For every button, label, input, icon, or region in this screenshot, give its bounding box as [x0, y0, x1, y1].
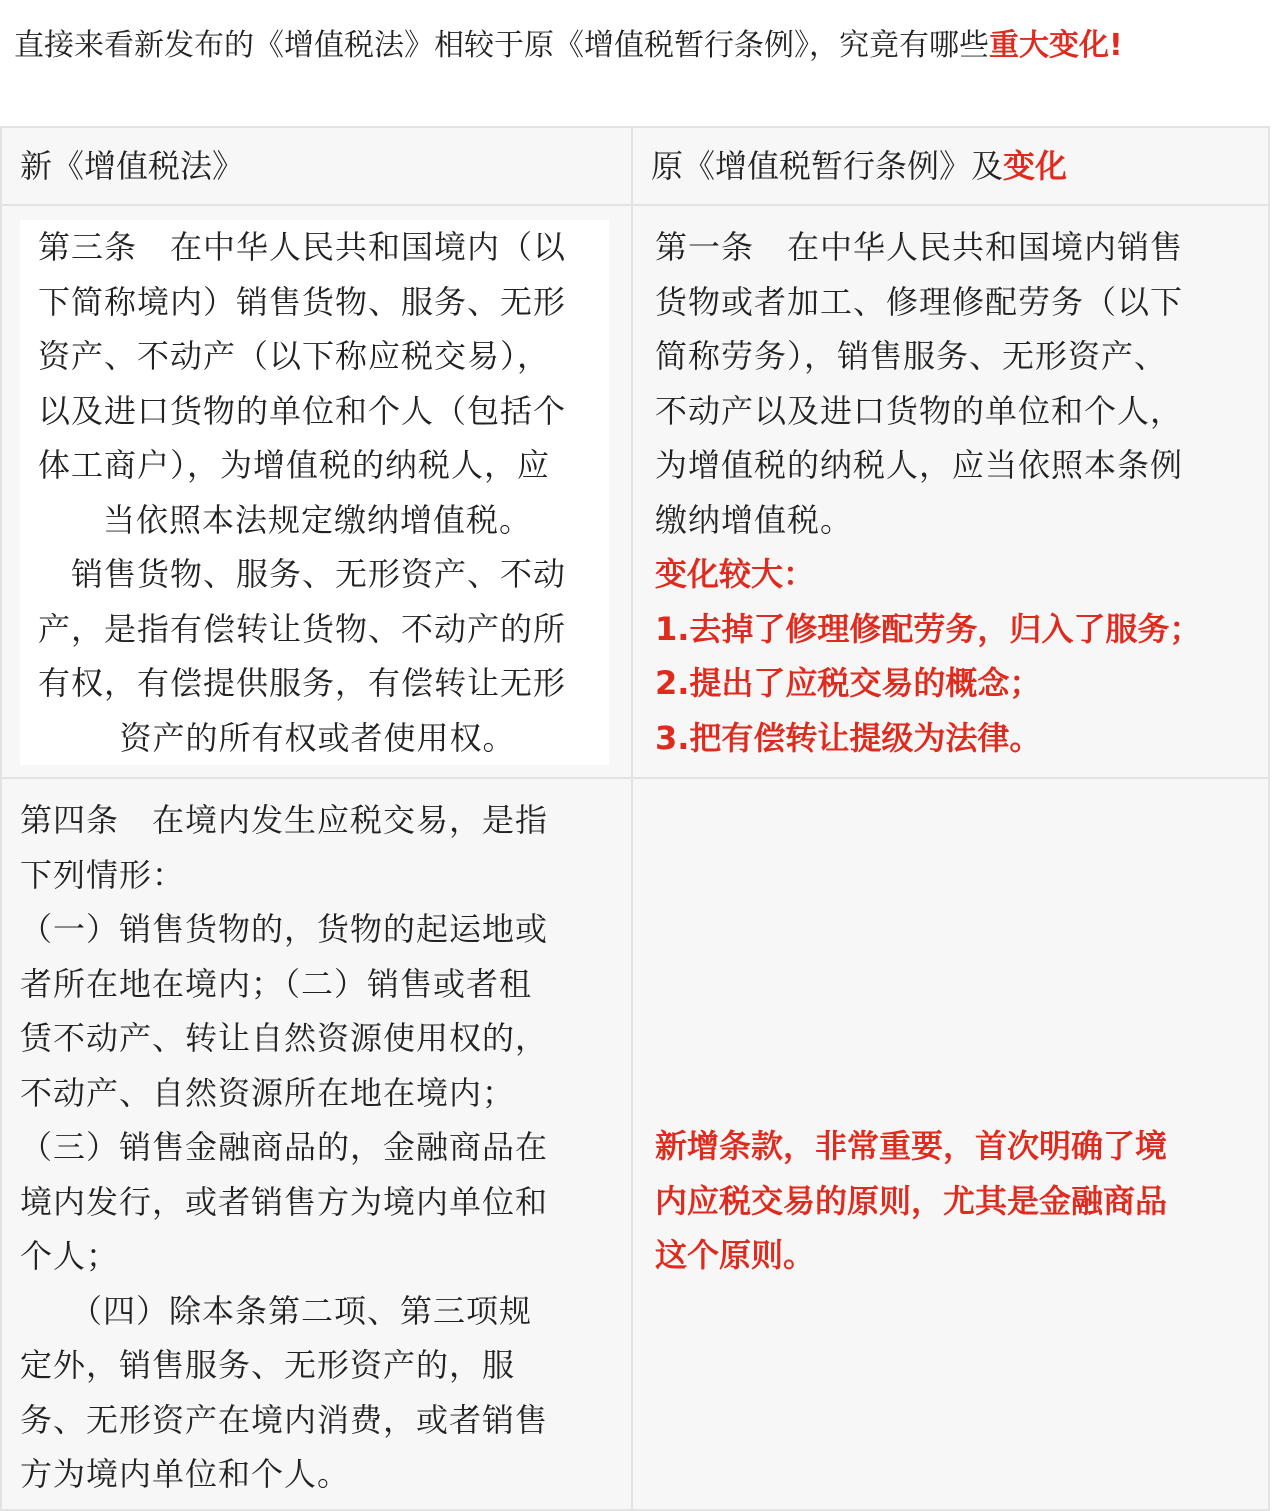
article-4-text [2, 779, 631, 1502]
new-clause-line: 这个原则。 [655, 1236, 816, 1274]
table-row [1, 205, 1269, 778]
change-item: 3.把有偿转让提级为法律。 [655, 718, 1042, 757]
article-3-box [20, 220, 609, 765]
comparison-table [0, 126, 1270, 1511]
header-old-regulation [633, 128, 1268, 204]
article-4-line: 个人； [20, 1237, 120, 1275]
article-1-line: 简称劳务），销售服务、无形资产、 [655, 337, 1168, 375]
article-4-line: 赁不动产、转让自然资源使用权的， [20, 1019, 549, 1057]
article-4-line: （一）销售货物的，货物的起运地或 [20, 910, 549, 948]
article-1-line: 缴纳增值税。 [655, 500, 854, 539]
article-3-line: 资产、不动产（以下称应税交易）， [38, 337, 551, 375]
article-4-line: 定外，销售服务、无形资产的，服 [20, 1346, 516, 1384]
change-item: 1.去掉了修理修配劳务，归入了服务； [655, 609, 1202, 648]
intro-sentence [14, 22, 1254, 70]
article-3-line: 资产的所有权或者使用权。 [119, 718, 516, 757]
header-cell-new-law [1, 127, 632, 205]
new-clause-note [633, 779, 1268, 1283]
intro-text: 直接来看新发布的《增值税法》相较于原《增值税暂行条例》，究竟有哪些 [14, 28, 989, 63]
header-change-highlight: 变化 [1003, 147, 1068, 185]
intro-highlight: 重大变化! [989, 28, 1123, 63]
article-4-line: （四）除本条第二项、第三项规 [20, 1291, 533, 1330]
article-4-line: 下列情形： [20, 855, 186, 894]
article-4-line: 不动产、自然资源所在地在境内； [20, 1073, 516, 1112]
header-cell-old-regulation [632, 127, 1269, 205]
changes-list [633, 547, 1268, 765]
article-1-line: 第一条 在中华人民共和国境内销售 [655, 228, 1184, 266]
article-1-line: 不动产以及进口货物的单位和个人， [655, 391, 1184, 430]
new-clause-line: 新增条款，非常重要，首次明确了境 [655, 1127, 1168, 1165]
article-4-line: 境内发行，或者销售方为境内单位和 [20, 1182, 549, 1221]
article-3-line: 销售货物、服务、无形资产、不动 [38, 555, 567, 593]
change-item: 2.提出了应税交易的概念； [655, 664, 1042, 702]
article-3-line: 体工商户），为增值税的纳税人，应 [38, 446, 551, 484]
cell-article-3 [1, 205, 632, 778]
article-3-line: 下简称境内）销售货物、服务、无形 [38, 282, 567, 321]
article-4-line: 者所在地在境内；（二）销售或者租 [20, 964, 533, 1003]
article-1-line: 货物或者加工、修理修配劳务（以下 [655, 282, 1184, 321]
article-1-text [633, 206, 1268, 547]
article-1-line: 为增值税的纳税人，应当依照本条例 [655, 446, 1184, 484]
article-4-line: 务、无形资产在境内消费，或者销售 [20, 1400, 549, 1439]
new-clause-line: 内应税交易的原则，尤其是金融商品 [655, 1181, 1168, 1220]
article-4-line: 方为境内单位和个人。 [20, 1455, 351, 1493]
article-4-line: 第四条 在境内发生应税交易，是指 [20, 801, 549, 839]
cell-new-clause-note [632, 778, 1269, 1510]
header-new-law: 新《增值税法》 [20, 147, 245, 185]
table-row [1, 778, 1269, 1510]
article-3-line: 第三条 在中华人民共和国境内（以 [38, 228, 567, 266]
article-3-line: 当依照本法规定缴纳增值税。 [102, 500, 532, 539]
article-3-line: 有权，有偿提供服务，有偿转让无形 [38, 664, 567, 702]
header-old-regulation-text: 原《增值税暂行条例》及 [651, 147, 1004, 185]
table-header-row [1, 127, 1269, 205]
changes-title: 变化较大： [655, 555, 816, 593]
article-3-line: 产，是指有偿转让货物、不动产的所 [38, 609, 567, 648]
cell-article-1-old [632, 205, 1269, 778]
cell-article-4 [1, 778, 632, 1510]
article-4-line: （三）销售金融商品的，金融商品在 [20, 1128, 549, 1166]
article-3-line: 以及进口货物的单位和个人（包括个 [38, 391, 567, 430]
